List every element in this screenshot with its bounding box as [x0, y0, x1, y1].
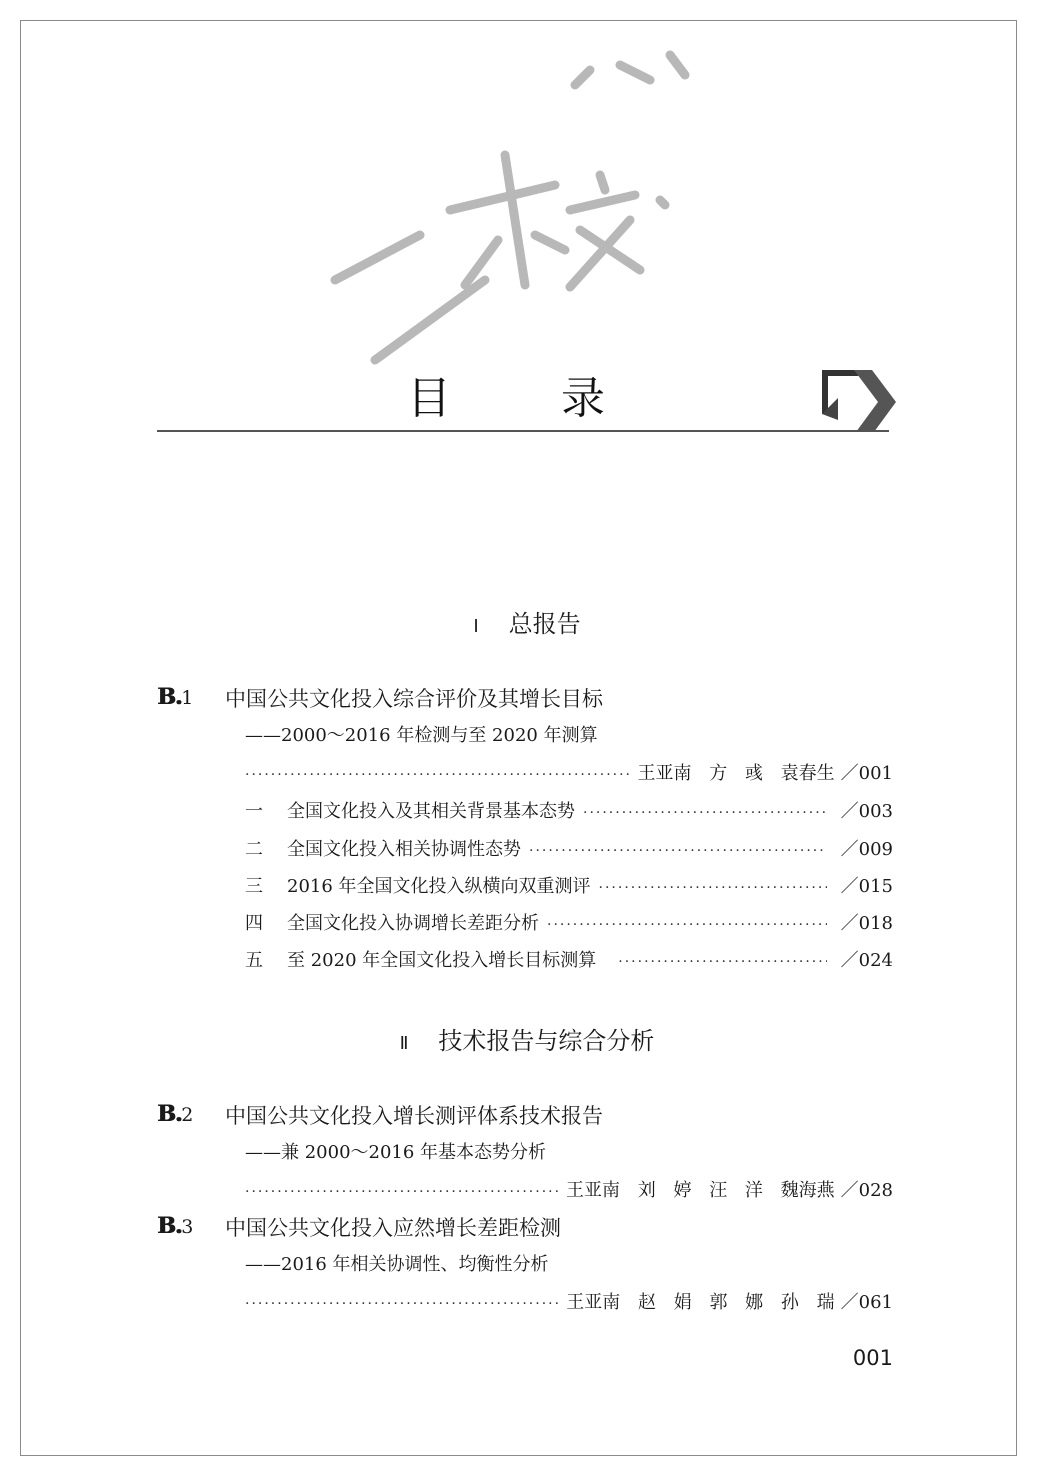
b2-author-line[interactable]	[245, 1176, 893, 1202]
item-title: 2016 年全国文化投入纵横向双重测评	[287, 876, 591, 897]
item-number: 四	[245, 913, 263, 934]
b2-authors: 王亚南 刘 婷 汪 洋 魏海燕	[566, 1180, 835, 1201]
leader-dots	[245, 1296, 558, 1312]
leader-dots	[529, 843, 827, 859]
item-title: 全国文化投入协调增长差距分析	[287, 913, 539, 934]
leader-dots	[618, 954, 826, 970]
b1-label: B.1	[157, 684, 194, 710]
item-number: 五	[245, 950, 263, 971]
toc-item[interactable]	[245, 835, 893, 861]
section-number: Ⅰ	[473, 616, 479, 637]
leader-dots	[245, 767, 629, 783]
item-title: 至 2020 年全国文化投入增长目标测算	[287, 950, 597, 971]
toc-item[interactable]	[245, 797, 893, 823]
item-page: ／018	[840, 913, 893, 934]
b3-subtitle: ——2016 年相关协调性、均衡性分析	[245, 1254, 549, 1275]
section-title: 总报告	[508, 610, 581, 638]
item-page: ／003	[840, 801, 893, 822]
item-number: 一	[245, 801, 263, 822]
toc-item[interactable]	[245, 872, 893, 898]
corner-logo-icon	[816, 364, 898, 434]
b2-subtitle: ——兼 2000～2016 年基本态势分析	[245, 1142, 547, 1163]
page-number: 001	[852, 1346, 893, 1370]
item-title: 全国文化投入相关协调性态势	[287, 839, 521, 860]
item-page: ／015	[840, 876, 893, 897]
leader-dots	[583, 805, 827, 821]
proof-watermark	[320, 25, 720, 385]
b1-page: ／001	[840, 763, 893, 784]
item-number: 二	[245, 839, 263, 860]
leader-dots	[599, 880, 827, 896]
b2-label: B.2	[157, 1101, 194, 1127]
b2-title-link[interactable]: 中国公共文化投入增长测评体系技术报告	[225, 1104, 603, 1128]
b1-authors: 王亚南 方 彧 袁春生	[637, 763, 835, 784]
b3-label: B.3	[157, 1213, 194, 1239]
b2-page: ／028	[840, 1180, 893, 1201]
b1-title-link[interactable]: 中国公共文化投入综合评价及其增长目标	[225, 687, 603, 711]
toc-item[interactable]	[245, 909, 893, 935]
toc-item[interactable]	[245, 946, 893, 972]
item-number: 三	[245, 876, 263, 897]
leader-dots	[245, 1184, 558, 1200]
item-title: 全国文化投入及其相关背景基本态势	[287, 801, 575, 822]
section-heading-2	[157, 1021, 897, 1056]
b1-author-line[interactable]	[245, 759, 893, 785]
page-title: 目 录	[407, 373, 653, 424]
section-number: Ⅱ	[399, 1033, 409, 1054]
section-title: 技术报告与综合分析	[438, 1027, 655, 1055]
b3-author-line[interactable]	[245, 1288, 893, 1314]
item-page: ／009	[840, 839, 893, 860]
title-rule	[157, 430, 889, 432]
b1-subtitle: ——2000～2016 年检测与至 2020 年测算	[245, 725, 598, 746]
b3-authors: 王亚南 赵 娟 郭 娜 孙 瑞	[566, 1292, 835, 1313]
leader-dots	[547, 917, 827, 933]
section-heading-1	[157, 604, 897, 639]
b3-page: ／061	[840, 1292, 893, 1313]
item-page: ／024	[840, 950, 893, 971]
b3-title-link[interactable]: 中国公共文化投入应然增长差距检测	[225, 1216, 561, 1240]
